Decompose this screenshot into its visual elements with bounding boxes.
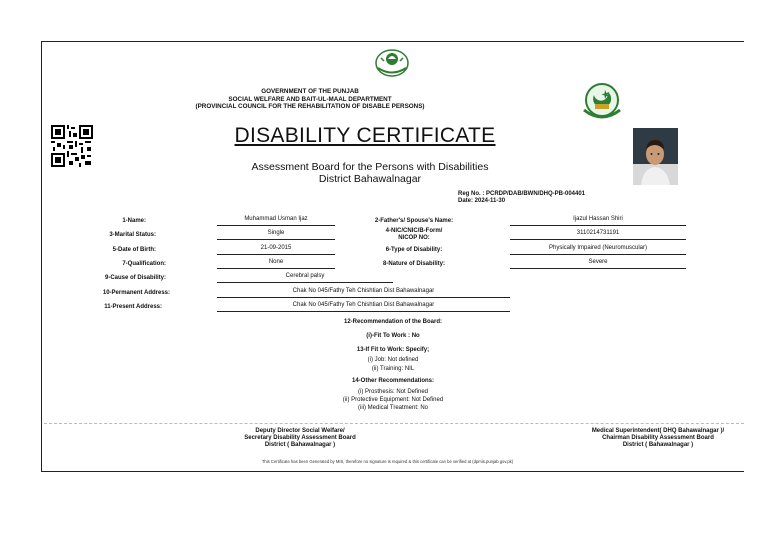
- issue-date: Date: 2024-11-30: [458, 198, 506, 204]
- present-address-value: Chak No 045/Fathy Teh Chishtian Dist Bahawalnagar: [217, 301, 510, 312]
- permanent-address-value: Chak No 045/Fathy Teh Chishtian Dist Bahawalnagar: [217, 287, 510, 298]
- marital-status-label: 3-Marital Status:: [109, 232, 156, 238]
- disability-nature-value: Severe: [510, 258, 686, 269]
- qualification-value: None: [217, 258, 335, 269]
- disability-cause-value: Cerebral palsy: [217, 272, 393, 283]
- right-signature-title: Medical Superintendent( DHQ Bahawalnagar )/: [591, 428, 725, 434]
- dob-value: 21-09-2015: [217, 244, 335, 255]
- disability-type-value: Physically Impaired (Neuromuscular): [510, 244, 686, 255]
- left-signature-role: Secretary Disability Assessment Board: [244, 435, 356, 441]
- header-department: SOCIAL WELFARE AND BAIT-UL-MAAL DEPARTMENT: [228, 95, 392, 103]
- name-value: Muhammad Usman Ijaz: [217, 215, 335, 226]
- left-signature-district: District ( Bahawalnagar ): [264, 442, 336, 448]
- medical-treatment-recommendation: (iii) Medical Treatment: No: [357, 405, 429, 411]
- verification-note: This Certificate has been Generated by MIS, therefore no signature is required & this certificate can be verified at (dpmis.punjab.gov.pk): [261, 459, 514, 464]
- nic-value: 3110214731191: [510, 229, 686, 240]
- subtitle-district: District Bahawalnagar: [318, 172, 422, 185]
- welfare-emblem-icon: [373, 46, 411, 78]
- name-label: 1-Name:: [122, 218, 146, 224]
- disability-nature-label: 8-Nature of Disability:: [382, 261, 445, 267]
- header-council: (PROVINCIAL COUNCIL FOR THE REHABILITATION OF DISABLE PERSONS): [195, 103, 425, 110]
- disability-type-label: 6-Type of Disability:: [385, 247, 443, 253]
- right-signature-district: District ( Bahawalnagar ): [622, 442, 694, 448]
- nic-label: 4-NIC/CNIC/B-Form/: [385, 228, 443, 234]
- recommendation-heading: 12-Recommendation of the Board:: [343, 319, 442, 325]
- nic-label-2: NICOP NO:: [398, 235, 430, 241]
- left-signature-title: Deputy Director Social Welfare/: [255, 428, 345, 434]
- job-recommendation: (i) Job: Not defined: [367, 357, 419, 363]
- if-fit-heading: 13-If Fit to Work: Specify;: [356, 347, 430, 353]
- training-recommendation: (ii) Training: NIL: [371, 366, 415, 372]
- registration-number: Reg No. : PCRDP/DAB/BWN/DHQ-PB-004401: [458, 191, 586, 197]
- qr-code-icon: [51, 125, 93, 167]
- prosthesis-recommendation: (i) Prosthesis: Not Defined: [357, 389, 429, 395]
- other-recommendations-heading: 14-Other Recommendations:: [351, 378, 435, 384]
- header-government: GOVERNMENT OF THE PUNJAB: [261, 88, 359, 95]
- signature-separator: [44, 423, 744, 424]
- certificate-title: DISABILITY CERTIFICATE: [234, 124, 496, 147]
- right-signature-role: Chairman Disability Assessment Board: [602, 435, 714, 441]
- permanent-address-label: 10-Permanent Address:: [102, 290, 170, 296]
- present-address-label: 11-Present Address:: [104, 304, 162, 310]
- qualification-label: 7-Qualification:: [122, 261, 166, 267]
- equipment-recommendation: (ii) Protective Equipment: Not Defined: [342, 397, 444, 403]
- applicant-photo: [633, 128, 678, 185]
- marital-status-value: Single: [217, 229, 335, 240]
- father-value: Ijazul Hassan Shiri: [510, 215, 686, 226]
- disability-cause-label: 9-Cause of Disability:: [104, 275, 166, 281]
- punjab-govt-emblem-icon: [578, 80, 626, 122]
- subtitle-board: Assessment Board for the Persons with Disabilities: [251, 161, 489, 173]
- dob-label: 5-Date of Birth:: [112, 247, 156, 253]
- father-label: 2-Father's/ Spouse's Name:: [374, 218, 454, 224]
- fit-to-work: (i)-Fit To Work : No: [366, 333, 420, 339]
